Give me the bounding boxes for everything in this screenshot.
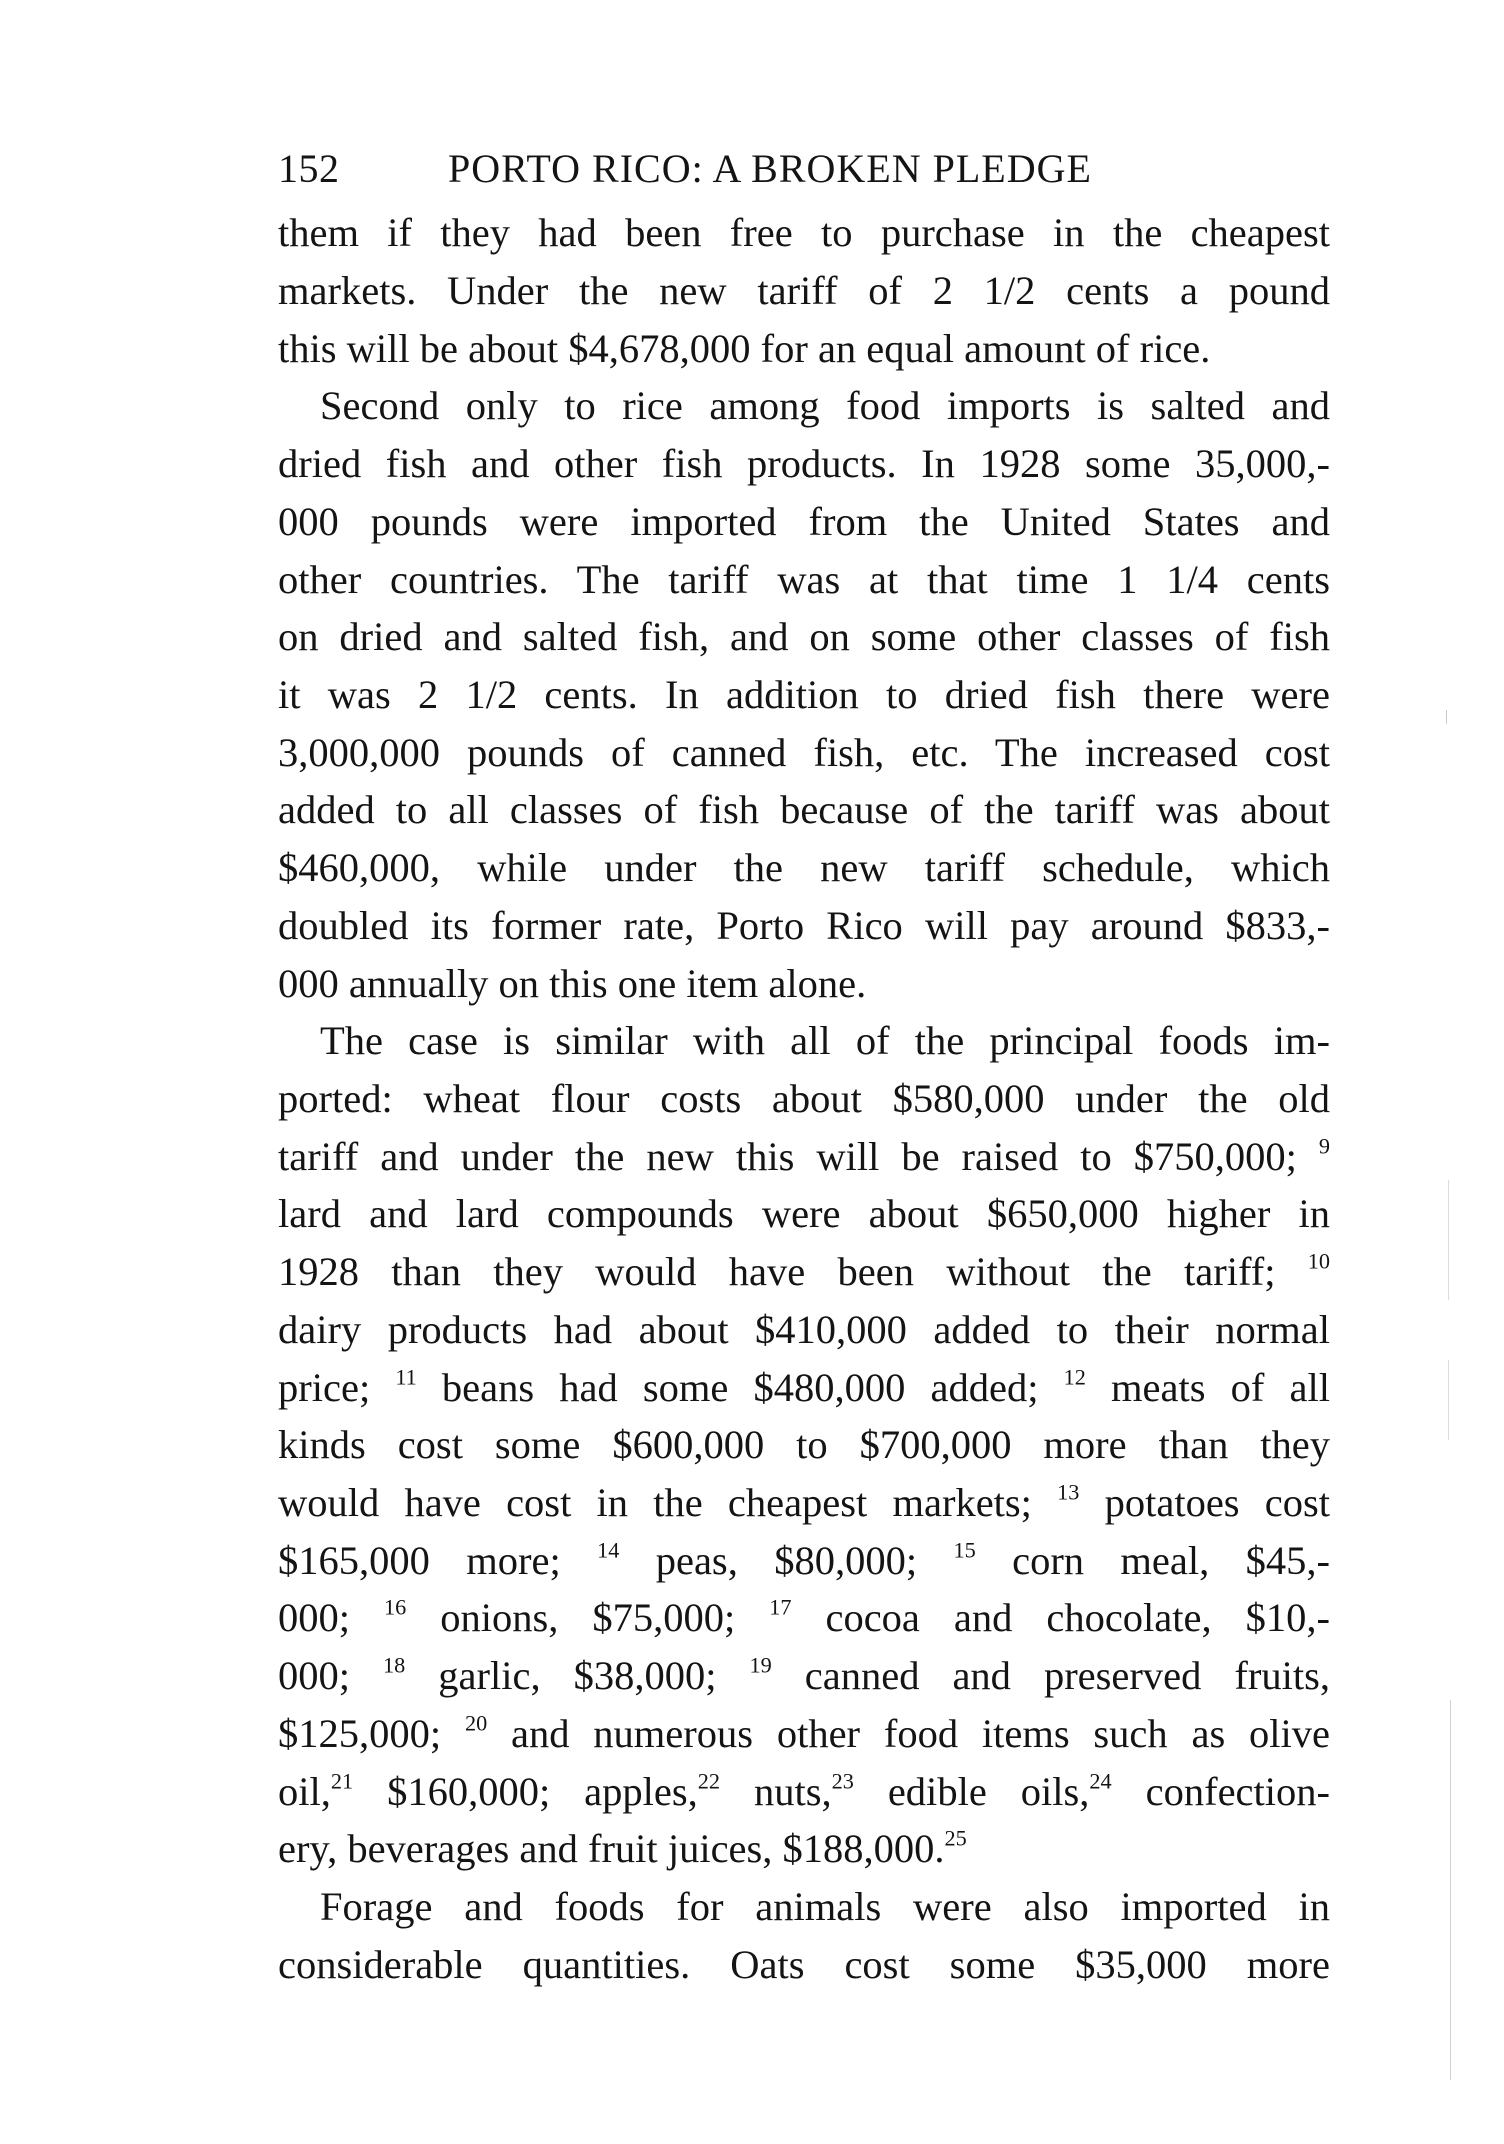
text-line [278, 262, 1330, 320]
text-line [278, 493, 1330, 551]
text-line [278, 666, 1330, 724]
text-line [278, 839, 1330, 897]
text-line [278, 1474, 1330, 1532]
line-text: considerable quantities. Oats cost some $35,000 more [278, 1942, 1330, 1987]
text-line [278, 897, 1330, 955]
scan-artifact [1450, 1700, 1451, 2080]
line-text: $160,000; apples, [353, 1769, 698, 1814]
footnote-ref: 15 [953, 1537, 976, 1563]
text-line [278, 204, 1330, 262]
line-text: The case is similar with all of the principal foods im- [320, 1018, 1330, 1063]
line-text: cocoa and chocolate, $10,- [791, 1595, 1330, 1640]
line-text: kinds cost some $600,000 to $700,000 more than they [278, 1422, 1330, 1467]
running-title: PORTO RICO: A BROKEN PLEDGE [448, 146, 1092, 191]
page-number: 152 [278, 146, 340, 191]
footnote-ref: 25 [944, 1825, 967, 1851]
text-line [320, 377, 1330, 435]
footnote-ref: 12 [1063, 1364, 1086, 1390]
line-text: 1928 than they would have been without the tariff; [278, 1249, 1308, 1294]
line-text: oil, [278, 1769, 331, 1814]
footnote-ref: 17 [769, 1594, 792, 1620]
running-head [278, 142, 1338, 196]
line-text: 000; [278, 1595, 384, 1640]
footnote-ref: 18 [383, 1652, 406, 1678]
scan-artifact [1446, 710, 1447, 724]
text-line [278, 1820, 1330, 1878]
line-text: $165,000 more; [278, 1538, 598, 1583]
text-line [278, 1128, 1330, 1186]
line-text: this will be about $4,678,000 for an equal amount of rice. [278, 326, 1211, 371]
line-text: lard and lard compounds were about $650,000 higher in [278, 1191, 1330, 1236]
line-text: beans had some $480,000 added; [416, 1365, 1064, 1410]
text-line [278, 435, 1330, 493]
text-line [320, 1012, 1330, 1070]
footnote-ref: 23 [831, 1768, 854, 1794]
line-text: ery, beverages and fruit juices, $188,000. [278, 1826, 945, 1871]
footnote-ref: 19 [749, 1652, 772, 1678]
text-line [278, 955, 1330, 1013]
line-text: 000; [278, 1653, 384, 1698]
text-line [278, 320, 1330, 378]
footnote-ref: 21 [330, 1768, 354, 1794]
footnote-ref: 16 [384, 1594, 407, 1620]
line-text: ported: wheat flour costs about $580,000 under the old [278, 1076, 1330, 1121]
line-text: on dried and salted fish, and on some other classes of fish [278, 614, 1330, 659]
line-text: edible oils, [853, 1769, 1090, 1814]
text-line [278, 1359, 1330, 1417]
line-text: other countries. The tariff was at that time 1 1/4 cents [278, 557, 1330, 602]
text-line [278, 781, 1330, 839]
text-line [278, 1243, 1330, 1301]
footnote-ref: 22 [697, 1768, 721, 1794]
line-text: doubled its former rate, Porto Rico will pay around $833,- [278, 903, 1330, 948]
text-line [278, 1185, 1330, 1243]
footnote-ref: 20 [464, 1710, 488, 1736]
line-text: peas, $80,000; [619, 1538, 954, 1583]
footnote-ref: 10 [1307, 1248, 1330, 1274]
line-text: confection- [1111, 1769, 1331, 1814]
text-line [278, 1647, 1330, 1705]
scan-artifact [1448, 1180, 1449, 1300]
line-text: potatoes cost [1079, 1480, 1330, 1525]
line-text: added to all classes of fish because of the tariff was about [278, 787, 1330, 832]
text-line [278, 724, 1330, 782]
text-line [278, 608, 1330, 666]
line-text: dried fish and other fish products. In 1928 some 35,000,- [278, 441, 1330, 486]
line-text: it was 2 1/2 cents. In addition to dried fish there were [278, 672, 1330, 717]
text-line [278, 1705, 1330, 1763]
line-text: dairy products had about $410,000 added to their normal [278, 1307, 1330, 1352]
footnote-ref: 14 [597, 1537, 620, 1563]
line-text: onions, $75,000; [406, 1595, 770, 1640]
text-line [278, 1532, 1330, 1590]
line-text: garlic, $38,000; [405, 1653, 750, 1698]
line-text: Second only to rice among food imports is salted and [320, 383, 1330, 428]
text-line [278, 1416, 1330, 1474]
line-text: them if they had been free to purchase in the cheapest [278, 210, 1330, 255]
text-line [278, 1070, 1330, 1128]
line-text: $125,000; [278, 1711, 465, 1756]
line-text: markets. Under the new tariff of 2 1/2 cents a pound [278, 268, 1330, 313]
line-text: would have cost in the cheapest markets; [278, 1480, 1058, 1525]
line-text: 000 pounds were imported from the United States and [278, 499, 1330, 544]
footnote-ref: 24 [1089, 1768, 1112, 1794]
text-line [278, 1763, 1330, 1821]
text-line [278, 551, 1330, 609]
line-text: corn meal, $45,- [975, 1538, 1330, 1583]
text-line [320, 1878, 1330, 1936]
line-text: tariff and under the new this will be raised to $750,000; [278, 1134, 1319, 1179]
line-text: canned and preserved fruits, [771, 1653, 1330, 1698]
text-line [278, 1936, 1330, 1994]
line-text: and numerous other food items such as olive [487, 1711, 1330, 1756]
footnote-ref: 9 [1318, 1133, 1330, 1159]
line-text: Forage and foods for animals were also imported in [320, 1884, 1330, 1929]
footnote-ref: 11 [395, 1364, 417, 1390]
line-text: meats of all [1085, 1365, 1331, 1410]
text-line [278, 1589, 1330, 1647]
line-text: price; [278, 1365, 396, 1410]
footnote-ref: 13 [1057, 1479, 1080, 1505]
line-text: nuts, [720, 1769, 832, 1814]
line-text: 3,000,000 pounds of canned fish, etc. The increased cost [278, 730, 1330, 775]
line-text: 000 annually on this one item alone. [278, 961, 867, 1006]
line-text: $460,000, while under the new tariff schedule, which [278, 845, 1330, 890]
scan-artifact [1448, 1360, 1449, 1440]
text-line [278, 1301, 1330, 1359]
